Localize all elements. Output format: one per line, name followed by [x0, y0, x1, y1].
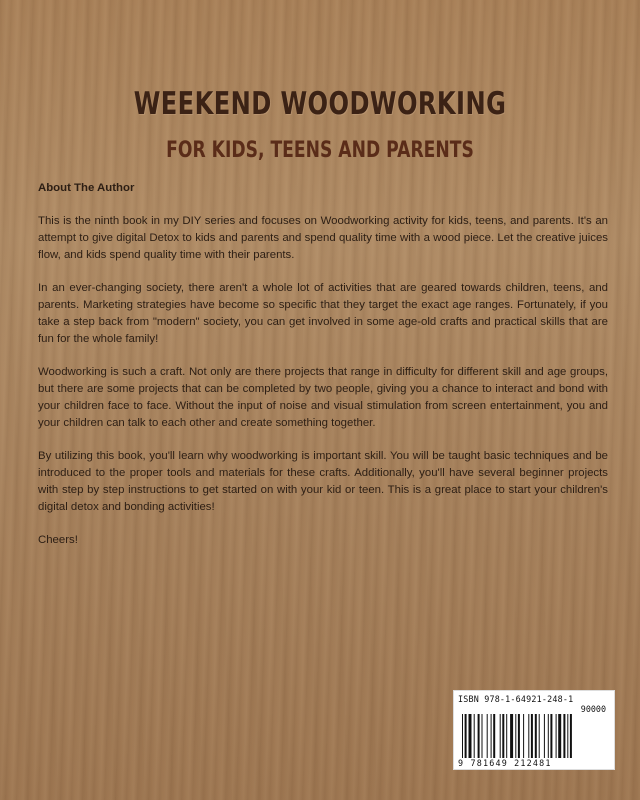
barcode-bar: [544, 714, 545, 758]
barcode-bar: [550, 714, 552, 758]
barcode-bar: [528, 714, 529, 758]
paragraph-3: Woodworking is such a craft. Not only are there projects that range in difficulty for different skill and age groups, but there are some projects that can be completed by two people, giving you a chance to interact and bond with your children face to face. Without the input of noise and visual stimulation from screen entertainment, you and your children can talk to each other and create something together.: [38, 366, 608, 429]
isbn-barcode: [453, 690, 615, 770]
barcode-bar: [558, 714, 561, 758]
barcode-bar: [474, 714, 475, 758]
barcode-bar: [523, 714, 524, 758]
barcode-bar: [556, 714, 557, 758]
closing-line: Cheers!: [38, 534, 78, 546]
barcode-bar: [462, 714, 463, 758]
isbn-number: ISBN 978-1-64921-248-1: [458, 694, 574, 704]
paragraph-2: In an ever-changing society, there aren't a whole lot of activities that are geared towards children, teens, and parents. Marketing strategies have become so specific that they target the exact age ranges. Fortunately, if you take a step back from "modern" society, you can get involved in some age-old crafts and practical skills that are fun for the whole family!: [38, 282, 608, 345]
barcode-bar: [518, 714, 520, 758]
barcode-bar: [539, 714, 540, 758]
about-author-section: [38, 180, 608, 565]
barcode-bar: [531, 714, 533, 758]
barcode-bar: [465, 714, 467, 758]
barcode-digits: 9 781649 212481: [458, 758, 552, 768]
barcode-bar: [506, 714, 507, 758]
section-heading: About The Author: [38, 182, 135, 194]
barcode-bar: [563, 714, 565, 758]
barcode-bar: [548, 714, 549, 758]
barcode-bar: [502, 714, 504, 758]
barcode-bar: [487, 714, 488, 758]
barcode-bar: [491, 714, 492, 758]
barcode-bars: [460, 714, 610, 758]
paragraph-1: This is the ninth book in my DIY series and focuses on Woodworking activity for kids, teens, and parents. It's an attempt to give digital Detox to kids and parents and spend quality time with a wood piece. Let the creative juices flow, and kids spend quality time with their parents.: [38, 215, 608, 261]
paragraph-4: By utilizing this book, you'll learn why woodworking is important skill. You will be taught basic techniques and be introduced to the proper tools and materials for these crafts. Additionally, you'll have several beginner projects with step by step instructions to get started on with your kid or teen. This is a great place to start your children's digital detox and bonding activities!: [38, 450, 608, 513]
barcode-bar: [478, 714, 480, 758]
book-title: WEEKEND WOODWORKING: [133, 86, 507, 122]
barcode-bar: [570, 714, 572, 758]
price-code: 90000: [580, 704, 606, 714]
barcode-bar: [567, 714, 568, 758]
barcode-bar: [515, 714, 516, 758]
barcode-bar: [500, 714, 501, 758]
book-subtitle: FOR KIDS, TEENS AND PARENTS: [166, 138, 474, 163]
barcode-bar: [510, 714, 513, 758]
barcode-bar: [493, 714, 495, 758]
barcode-bar: [535, 714, 537, 758]
barcode-bar: [482, 714, 483, 758]
barcode-bar: [469, 714, 472, 758]
